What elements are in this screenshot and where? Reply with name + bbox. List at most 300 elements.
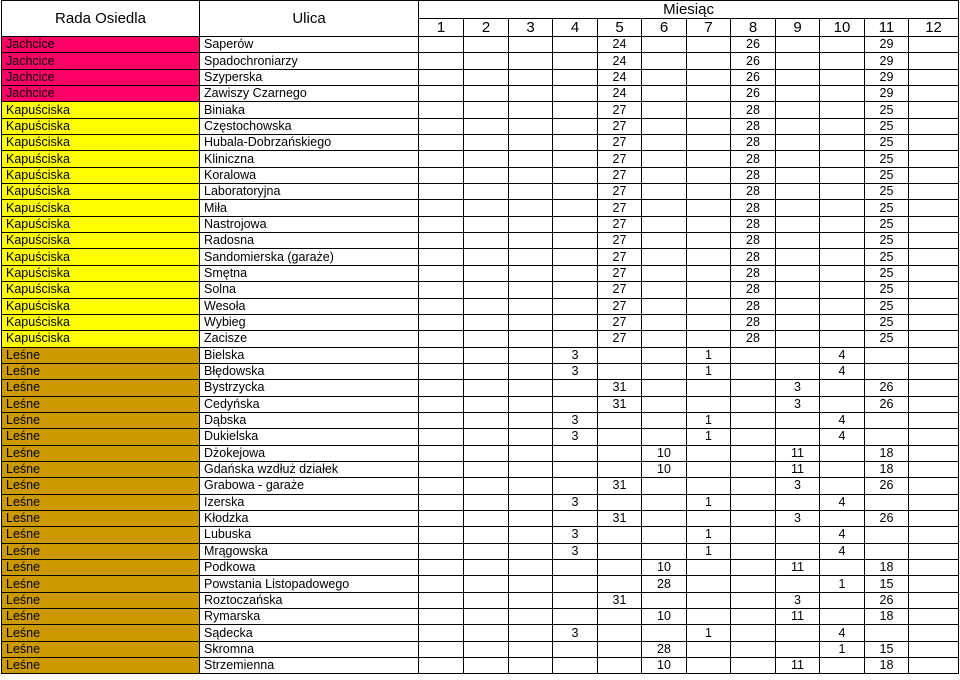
month-9-cell <box>776 494 820 510</box>
month-4-cell <box>553 233 598 249</box>
month-5-cell: 27 <box>598 184 642 200</box>
ulica-cell: Lubuska <box>200 527 419 543</box>
month-7-cell <box>687 53 731 69</box>
month-4-cell <box>553 37 598 53</box>
month-12-cell <box>909 118 959 134</box>
month-5-cell: 31 <box>598 396 642 412</box>
rada-osiedla-cell: Leśne <box>2 658 200 674</box>
month-2-cell <box>464 233 509 249</box>
month-11-cell: 26 <box>865 478 909 494</box>
month-10-cell <box>820 445 865 461</box>
month-2-cell <box>464 86 509 102</box>
ulica-cell: Bystrzycka <box>200 380 419 396</box>
month-12-cell <box>909 331 959 347</box>
rada-osiedla-cell: Leśne <box>2 543 200 559</box>
month-3-cell <box>509 445 553 461</box>
table-row <box>2 461 959 477</box>
table-body <box>2 37 959 674</box>
ulica-cell: Kliniczna <box>200 151 419 167</box>
month-12-cell <box>909 527 959 543</box>
month-9-cell: 3 <box>776 380 820 396</box>
month-11-cell: 25 <box>865 184 909 200</box>
month-4-cell <box>553 167 598 183</box>
month-2-cell <box>464 527 509 543</box>
month-7-cell <box>687 233 731 249</box>
month-3-cell <box>509 396 553 412</box>
month-5-cell: 27 <box>598 151 642 167</box>
month-12-cell <box>909 282 959 298</box>
ulica-cell: Gdańska wzdłuż działek <box>200 461 419 477</box>
month-2-cell <box>464 576 509 592</box>
month-10-cell <box>820 478 865 494</box>
month-7-cell: 1 <box>687 412 731 428</box>
month-8-cell: 28 <box>731 200 776 216</box>
month-4-cell <box>553 184 598 200</box>
ulica-cell: Rymarska <box>200 609 419 625</box>
ulica-cell: Bielska <box>200 347 419 363</box>
month-11-cell: 25 <box>865 151 909 167</box>
month-6-cell <box>642 592 687 608</box>
month-3-cell <box>509 102 553 118</box>
month-1-cell <box>419 331 464 347</box>
month-3-cell <box>509 429 553 445</box>
month-11-cell: 25 <box>865 167 909 183</box>
rada-osiedla-cell: Kapuściska <box>2 151 200 167</box>
month-12-cell <box>909 412 959 428</box>
month-10-cell <box>820 282 865 298</box>
ulica-cell: Zacisze <box>200 331 419 347</box>
table-row <box>2 331 959 347</box>
ulica-cell: Wybieg <box>200 314 419 330</box>
month-5-cell: 31 <box>598 380 642 396</box>
month-6-cell <box>642 510 687 526</box>
month-7-cell <box>687 249 731 265</box>
month-3-cell <box>509 527 553 543</box>
month-10-cell <box>820 102 865 118</box>
month-8-cell <box>731 510 776 526</box>
table-row <box>2 282 959 298</box>
month-10-cell <box>820 184 865 200</box>
month-7-cell <box>687 200 731 216</box>
month-2-cell <box>464 494 509 510</box>
month-9-cell <box>776 135 820 151</box>
month-1-cell <box>419 363 464 379</box>
month-5-cell: 27 <box>598 282 642 298</box>
table-row <box>2 69 959 85</box>
ulica-cell: Strzemienna <box>200 658 419 674</box>
month-9-cell <box>776 527 820 543</box>
month-5-cell: 27 <box>598 167 642 183</box>
month-1-cell <box>419 102 464 118</box>
month-6-cell <box>642 184 687 200</box>
month-11-cell: 26 <box>865 380 909 396</box>
month-header-2: 2 <box>464 19 509 37</box>
month-11-cell: 25 <box>865 282 909 298</box>
month-11-cell: 18 <box>865 609 909 625</box>
month-9-cell <box>776 429 820 445</box>
month-6-cell <box>642 118 687 134</box>
month-4-cell <box>553 314 598 330</box>
table-row <box>2 102 959 118</box>
month-4-cell: 3 <box>553 543 598 559</box>
month-9-cell <box>776 641 820 657</box>
rada-osiedla-cell: Leśne <box>2 363 200 379</box>
month-10-cell <box>820 69 865 85</box>
ulica-cell: Grabowa - garaże <box>200 478 419 494</box>
month-4-cell: 3 <box>553 527 598 543</box>
month-11-cell: 18 <box>865 461 909 477</box>
ulica-cell: Biniaka <box>200 102 419 118</box>
ulica-cell: Radosna <box>200 233 419 249</box>
month-12-cell <box>909 461 959 477</box>
month-7-cell <box>687 478 731 494</box>
month-10-cell <box>820 167 865 183</box>
month-10-cell: 4 <box>820 412 865 428</box>
month-6-cell: 28 <box>642 641 687 657</box>
month-11-cell: 25 <box>865 265 909 281</box>
month-5-cell: 24 <box>598 37 642 53</box>
month-5-cell <box>598 641 642 657</box>
month-2-cell <box>464 363 509 379</box>
month-9-cell <box>776 314 820 330</box>
month-11-cell <box>865 494 909 510</box>
month-2-cell <box>464 249 509 265</box>
month-6-cell <box>642 363 687 379</box>
month-5-cell <box>598 412 642 428</box>
month-4-cell <box>553 86 598 102</box>
month-5-cell <box>598 494 642 510</box>
month-11-cell <box>865 543 909 559</box>
table-row <box>2 151 959 167</box>
month-11-cell: 29 <box>865 69 909 85</box>
month-3-cell <box>509 478 553 494</box>
table-row <box>2 658 959 674</box>
month-6-cell <box>642 527 687 543</box>
ulica-cell: Izerska <box>200 494 419 510</box>
month-7-cell <box>687 331 731 347</box>
month-6-cell <box>642 249 687 265</box>
month-5-cell <box>598 445 642 461</box>
month-9-cell: 3 <box>776 478 820 494</box>
month-6-cell <box>642 494 687 510</box>
rada-osiedla-cell: Leśne <box>2 510 200 526</box>
month-5-cell: 27 <box>598 265 642 281</box>
month-10-cell: 1 <box>820 641 865 657</box>
month-1-cell <box>419 151 464 167</box>
rada-osiedla-cell: Leśne <box>2 560 200 576</box>
month-11-cell: 15 <box>865 576 909 592</box>
month-11-cell: 15 <box>865 641 909 657</box>
month-11-cell: 26 <box>865 592 909 608</box>
month-7-cell <box>687 86 731 102</box>
month-6-cell <box>642 102 687 118</box>
month-4-cell <box>553 445 598 461</box>
ulica-cell: Spadochroniarzy <box>200 53 419 69</box>
month-header-4: 4 <box>553 19 598 37</box>
rada-osiedla-cell: Leśne <box>2 429 200 445</box>
month-6-cell: 10 <box>642 560 687 576</box>
month-7-cell <box>687 576 731 592</box>
rada-osiedla-cell: Leśne <box>2 347 200 363</box>
month-3-cell <box>509 543 553 559</box>
month-7-cell: 1 <box>687 527 731 543</box>
month-8-cell <box>731 641 776 657</box>
month-12-cell <box>909 641 959 657</box>
month-8-cell: 26 <box>731 86 776 102</box>
rada-osiedla-cell: Kapuściska <box>2 184 200 200</box>
month-2-cell <box>464 200 509 216</box>
month-header-5: 5 <box>598 19 642 37</box>
rada-osiedla-cell: Kapuściska <box>2 200 200 216</box>
month-8-cell: 28 <box>731 314 776 330</box>
month-header-1: 1 <box>419 19 464 37</box>
month-6-cell <box>642 69 687 85</box>
table-row <box>2 167 959 183</box>
month-1-cell <box>419 249 464 265</box>
month-header-11: 11 <box>865 19 909 37</box>
month-8-cell <box>731 363 776 379</box>
rada-osiedla-cell: Leśne <box>2 380 200 396</box>
rada-osiedla-cell: Leśne <box>2 592 200 608</box>
month-2-cell <box>464 314 509 330</box>
month-12-cell <box>909 53 959 69</box>
month-12-cell <box>909 86 959 102</box>
month-8-cell <box>731 461 776 477</box>
month-12-cell <box>909 560 959 576</box>
month-11-cell: 25 <box>865 200 909 216</box>
month-7-cell <box>687 37 731 53</box>
month-1-cell <box>419 135 464 151</box>
rada-osiedla-cell: Kapuściska <box>2 167 200 183</box>
month-5-cell: 27 <box>598 233 642 249</box>
month-2-cell <box>464 347 509 363</box>
month-9-cell <box>776 543 820 559</box>
month-7-cell <box>687 510 731 526</box>
table-row <box>2 641 959 657</box>
rada-osiedla-cell: Leśne <box>2 396 200 412</box>
month-9-cell <box>776 118 820 134</box>
ulica-cell: Koralowa <box>200 167 419 183</box>
month-4-cell <box>553 609 598 625</box>
table-row <box>2 527 959 543</box>
month-12-cell <box>909 494 959 510</box>
month-6-cell <box>642 478 687 494</box>
month-12-cell <box>909 37 959 53</box>
month-7-cell <box>687 216 731 232</box>
header-rada-osiedla: Rada Osiedla <box>2 1 200 37</box>
month-10-cell <box>820 658 865 674</box>
month-4-cell: 3 <box>553 494 598 510</box>
month-5-cell: 27 <box>598 314 642 330</box>
month-12-cell <box>909 216 959 232</box>
month-1-cell <box>419 641 464 657</box>
month-1-cell <box>419 461 464 477</box>
month-8-cell: 26 <box>731 53 776 69</box>
month-1-cell <box>419 560 464 576</box>
month-4-cell <box>553 658 598 674</box>
month-6-cell: 10 <box>642 658 687 674</box>
month-4-cell: 3 <box>553 429 598 445</box>
month-9-cell <box>776 576 820 592</box>
month-12-cell <box>909 249 959 265</box>
month-12-cell <box>909 510 959 526</box>
month-4-cell <box>553 69 598 85</box>
month-8-cell <box>731 609 776 625</box>
month-12-cell <box>909 347 959 363</box>
ulica-cell: Miła <box>200 200 419 216</box>
month-12-cell <box>909 135 959 151</box>
month-7-cell <box>687 298 731 314</box>
month-2-cell <box>464 380 509 396</box>
month-10-cell: 4 <box>820 347 865 363</box>
month-6-cell <box>642 265 687 281</box>
month-5-cell: 27 <box>598 200 642 216</box>
month-6-cell <box>642 135 687 151</box>
ulica-cell: Laboratoryjna <box>200 184 419 200</box>
month-9-cell <box>776 37 820 53</box>
month-3-cell <box>509 200 553 216</box>
month-1-cell <box>419 200 464 216</box>
month-8-cell: 28 <box>731 282 776 298</box>
month-4-cell <box>553 396 598 412</box>
month-7-cell: 1 <box>687 494 731 510</box>
month-2-cell <box>464 543 509 559</box>
month-9-cell: 11 <box>776 609 820 625</box>
month-9-cell <box>776 184 820 200</box>
month-5-cell: 31 <box>598 592 642 608</box>
month-12-cell <box>909 543 959 559</box>
month-2-cell <box>464 592 509 608</box>
month-8-cell: 26 <box>731 69 776 85</box>
table-row <box>2 347 959 363</box>
month-11-cell: 25 <box>865 314 909 330</box>
month-6-cell: 10 <box>642 445 687 461</box>
table-row <box>2 445 959 461</box>
table-row <box>2 576 959 592</box>
month-7-cell <box>687 151 731 167</box>
month-9-cell <box>776 86 820 102</box>
month-9-cell <box>776 151 820 167</box>
month-4-cell <box>553 461 598 477</box>
month-9-cell <box>776 233 820 249</box>
month-5-cell <box>598 658 642 674</box>
ulica-cell: Podkowa <box>200 560 419 576</box>
month-10-cell <box>820 151 865 167</box>
month-6-cell <box>642 347 687 363</box>
month-10-cell <box>820 118 865 134</box>
month-8-cell: 28 <box>731 249 776 265</box>
month-10-cell <box>820 298 865 314</box>
table-row <box>2 543 959 559</box>
month-10-cell <box>820 331 865 347</box>
month-7-cell: 1 <box>687 347 731 363</box>
table-row <box>2 560 959 576</box>
month-1-cell <box>419 527 464 543</box>
month-5-cell: 24 <box>598 69 642 85</box>
month-7-cell <box>687 167 731 183</box>
ulica-cell: Sądecka <box>200 625 419 641</box>
month-3-cell <box>509 151 553 167</box>
month-8-cell <box>731 592 776 608</box>
month-1-cell <box>419 216 464 232</box>
month-5-cell: 24 <box>598 86 642 102</box>
ulica-cell: Smętna <box>200 265 419 281</box>
month-12-cell <box>909 184 959 200</box>
month-2-cell <box>464 461 509 477</box>
month-3-cell <box>509 314 553 330</box>
month-4-cell <box>553 380 598 396</box>
month-9-cell <box>776 69 820 85</box>
month-4-cell <box>553 200 598 216</box>
month-9-cell: 11 <box>776 461 820 477</box>
month-3-cell <box>509 331 553 347</box>
month-6-cell <box>642 37 687 53</box>
month-9-cell <box>776 347 820 363</box>
rada-osiedla-cell: Leśne <box>2 641 200 657</box>
month-2-cell <box>464 412 509 428</box>
month-7-cell <box>687 282 731 298</box>
month-7-cell <box>687 592 731 608</box>
month-9-cell <box>776 102 820 118</box>
month-11-cell: 25 <box>865 298 909 314</box>
month-2-cell <box>464 265 509 281</box>
month-12-cell <box>909 151 959 167</box>
table-row <box>2 200 959 216</box>
month-11-cell: 18 <box>865 560 909 576</box>
month-8-cell: 28 <box>731 118 776 134</box>
month-10-cell <box>820 380 865 396</box>
month-1-cell <box>419 445 464 461</box>
month-12-cell <box>909 592 959 608</box>
month-11-cell <box>865 429 909 445</box>
month-6-cell <box>642 53 687 69</box>
month-7-cell <box>687 380 731 396</box>
month-3-cell <box>509 412 553 428</box>
month-3-cell <box>509 135 553 151</box>
rada-osiedla-cell: Kapuściska <box>2 233 200 249</box>
month-4-cell <box>553 216 598 232</box>
month-10-cell: 1 <box>820 576 865 592</box>
rada-osiedla-cell: Kapuściska <box>2 298 200 314</box>
month-4-cell <box>553 265 598 281</box>
ulica-cell: Skromna <box>200 641 419 657</box>
month-2-cell <box>464 37 509 53</box>
rada-osiedla-cell: Jachcice <box>2 37 200 53</box>
month-12-cell <box>909 576 959 592</box>
month-11-cell <box>865 363 909 379</box>
month-2-cell <box>464 510 509 526</box>
ulica-cell: Hubala-Dobrzańskiego <box>200 135 419 151</box>
month-12-cell <box>909 69 959 85</box>
rada-osiedla-cell: Leśne <box>2 412 200 428</box>
month-1-cell <box>419 118 464 134</box>
month-12-cell <box>909 658 959 674</box>
month-header-12: 12 <box>909 19 959 37</box>
month-3-cell <box>509 184 553 200</box>
month-2-cell <box>464 118 509 134</box>
month-9-cell <box>776 249 820 265</box>
month-2-cell <box>464 167 509 183</box>
ulica-cell: Mrągowska <box>200 543 419 559</box>
month-4-cell: 3 <box>553 347 598 363</box>
month-12-cell <box>909 625 959 641</box>
month-6-cell <box>642 396 687 412</box>
month-4-cell <box>553 282 598 298</box>
month-11-cell: 25 <box>865 102 909 118</box>
month-12-cell <box>909 298 959 314</box>
month-6-cell <box>642 86 687 102</box>
month-9-cell <box>776 412 820 428</box>
